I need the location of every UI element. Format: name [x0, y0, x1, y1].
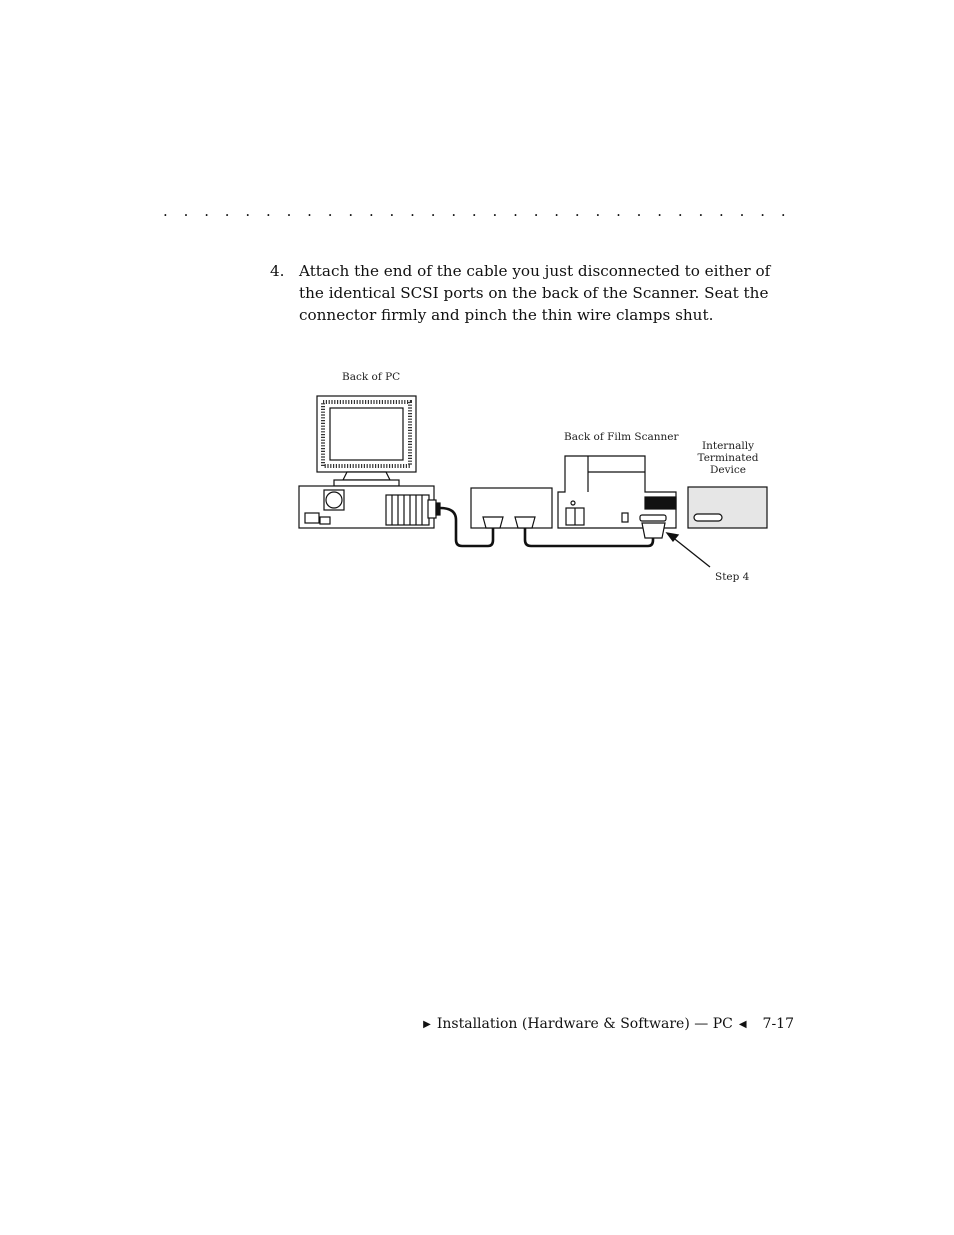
scsi-device-middle	[471, 488, 552, 528]
leader-dot: ·	[616, 206, 621, 224]
label-back-of-pc: Back of PC	[342, 371, 401, 383]
dot-leader-rule	[163, 206, 803, 222]
diagram-canvas	[290, 360, 790, 600]
step-number: 4.	[270, 262, 285, 280]
leader-dot: ·	[574, 206, 580, 224]
leader-dot: ·	[595, 206, 601, 224]
internally-terminated-device	[688, 487, 767, 528]
leader-dot: ·	[410, 206, 415, 224]
leader-dot: ·	[348, 206, 354, 224]
leader-dot: ·	[677, 206, 683, 224]
pc-case	[299, 486, 440, 528]
leader-dot: ·	[183, 206, 189, 224]
page-footer	[417, 1016, 794, 1032]
film-scanner	[558, 456, 676, 538]
leader-dot: ·	[471, 206, 477, 224]
leader-dot: ·	[780, 206, 786, 224]
leader-dot: ·	[636, 206, 642, 224]
leader-dot: ·	[739, 206, 745, 224]
page-number: 7-17	[762, 1016, 794, 1032]
leader-dot: ·	[430, 206, 436, 224]
step-4-arrow	[667, 533, 710, 567]
leader-dot: ·	[492, 206, 498, 224]
leader-dot: ·	[307, 206, 312, 224]
leader-dot: ·	[698, 206, 704, 224]
leader-dot: ·	[265, 206, 271, 224]
step-text: Attach the end of the cable you just disconnected to either of the identical SCSI ports on the back of the Scanner. Seat the connector firmly and pinch the thin wire clamps shut.	[299, 262, 771, 324]
leader-dot: ·	[286, 206, 292, 224]
leader-dot: ·	[224, 206, 230, 224]
footer-section-title: Installation (Hardware & Software) — PC	[436, 1016, 733, 1032]
leader-dot: ·	[554, 206, 560, 224]
footer-left-marker: ▶	[423, 1018, 431, 1030]
leader-dot: ·	[657, 206, 663, 224]
label-device-line3: Device	[709, 464, 747, 476]
label-device-line2: Terminated	[697, 452, 759, 464]
leader-dot: ·	[389, 206, 395, 224]
leader-dot: ·	[163, 206, 168, 224]
leader-dot: ·	[204, 206, 209, 224]
leader-dot: ·	[368, 206, 374, 224]
leader-dot: ·	[513, 206, 518, 224]
label-back-of-film-scanner: Back of Film Scanner	[564, 431, 679, 443]
leader-dot: ·	[760, 206, 765, 224]
leader-dot: ·	[719, 206, 724, 224]
connection-diagram	[290, 360, 790, 600]
pc-monitor	[317, 396, 416, 486]
leader-dot: ·	[451, 206, 457, 224]
leader-dot: ·	[327, 206, 333, 224]
label-device-line1: Internally	[701, 440, 755, 452]
footer-right-marker: ◀	[738, 1018, 747, 1030]
leader-dot: ·	[533, 206, 539, 224]
leader-dot: ·	[245, 206, 251, 224]
label-step-4: Step 4	[715, 571, 750, 583]
